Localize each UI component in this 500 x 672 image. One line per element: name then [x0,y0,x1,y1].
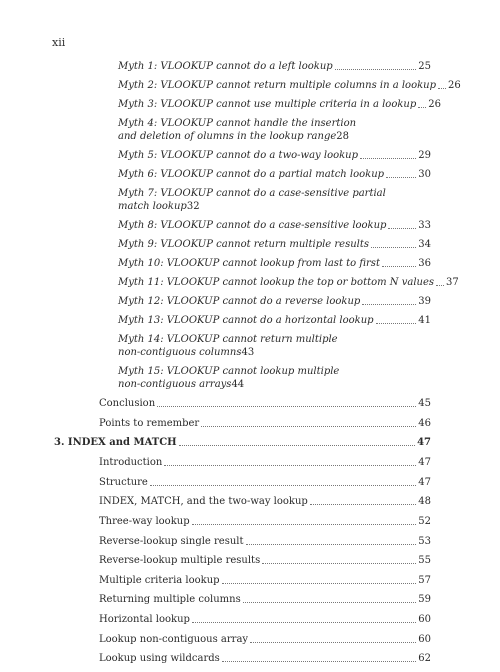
toc-entry[interactable]: Horizontal lookup 60 [99,613,431,625]
toc-entry[interactable]: Myth 11: VLOOKUP cannot lookup the top or bottom N values 37 [118,277,459,288]
toc-entry[interactable]: Reverse-lookup single result 53 [99,535,431,547]
toc-entry[interactable]: Three-way lookup 52 [99,515,431,527]
toc-entry[interactable]: Lookup non-contiguous array 60 [99,633,431,645]
toc-entry[interactable]: Myth 6: VLOOKUP cannot do a partial match lookup 30 [118,169,431,180]
toc-entry[interactable]: Myth 1: VLOOKUP cannot do a left lookup 25 [118,61,431,72]
toc-entry[interactable]: Myth 14: VLOOKUP cannot return multiple non-contiguous columns 43 [118,334,338,358]
toc-entry[interactable]: Myth 4: VLOOKUP cannot handle the insertion and deletion of olumns in the lookup range 28 [118,118,357,142]
toc-entry[interactable]: INDEX, MATCH, and the two-way lookup 48 [99,496,431,508]
toc-entry[interactable]: Myth 10: VLOOKUP cannot lookup from last to first 36 [118,258,431,269]
toc-entry[interactable]: Myth 12: VLOOKUP cannot do a reverse lookup 39 [118,296,431,307]
toc-entry[interactable]: Myth 15: VLOOKUP cannot lookup multiple non-contiguous arrays 44 [118,366,340,390]
toc-entry[interactable]: Myth 8: VLOOKUP cannot do a case-sensitive lookup 33 [118,220,431,231]
toc-entry[interactable]: Myth 7: VLOOKUP cannot do a case-sensitive partial match lookup 32 [118,188,386,212]
toc-entry[interactable]: Conclusion 45 [99,398,431,409]
toc-chapter-entry[interactable]: 3. INDEX and MATCH 47 [54,437,431,449]
toc-entry[interactable]: Myth 3: VLOOKUP cannot use multiple criteria in a lookup 26 [118,99,441,110]
toc-entry[interactable]: Reverse-lookup multiple results 55 [99,555,431,567]
toc-entry[interactable]: Structure 47 [99,476,431,488]
page-number: xii [52,36,66,49]
toc-entry[interactable]: Lookup using wildcards 62 [99,653,431,665]
toc-entry[interactable]: Myth 13: VLOOKUP cannot do a horizontal lookup 41 [118,315,431,326]
toc-entry[interactable]: Returning multiple columns 59 [99,594,431,606]
toc-entry[interactable]: Multiple criteria lookup 57 [99,574,431,586]
toc-entry[interactable]: Myth 5: VLOOKUP cannot do a two-way lookup 29 [118,150,431,161]
toc-entry[interactable]: Introduction 47 [99,457,431,469]
toc-entry[interactable]: Myth 9: VLOOKUP cannot return multiple results 34 [118,239,431,250]
toc-entry[interactable]: Myth 2: VLOOKUP cannot return multiple columns in a lookup 26 [118,80,461,91]
toc-entry[interactable]: Points to remember 46 [99,417,431,429]
table-of-contents [0,60,500,672]
